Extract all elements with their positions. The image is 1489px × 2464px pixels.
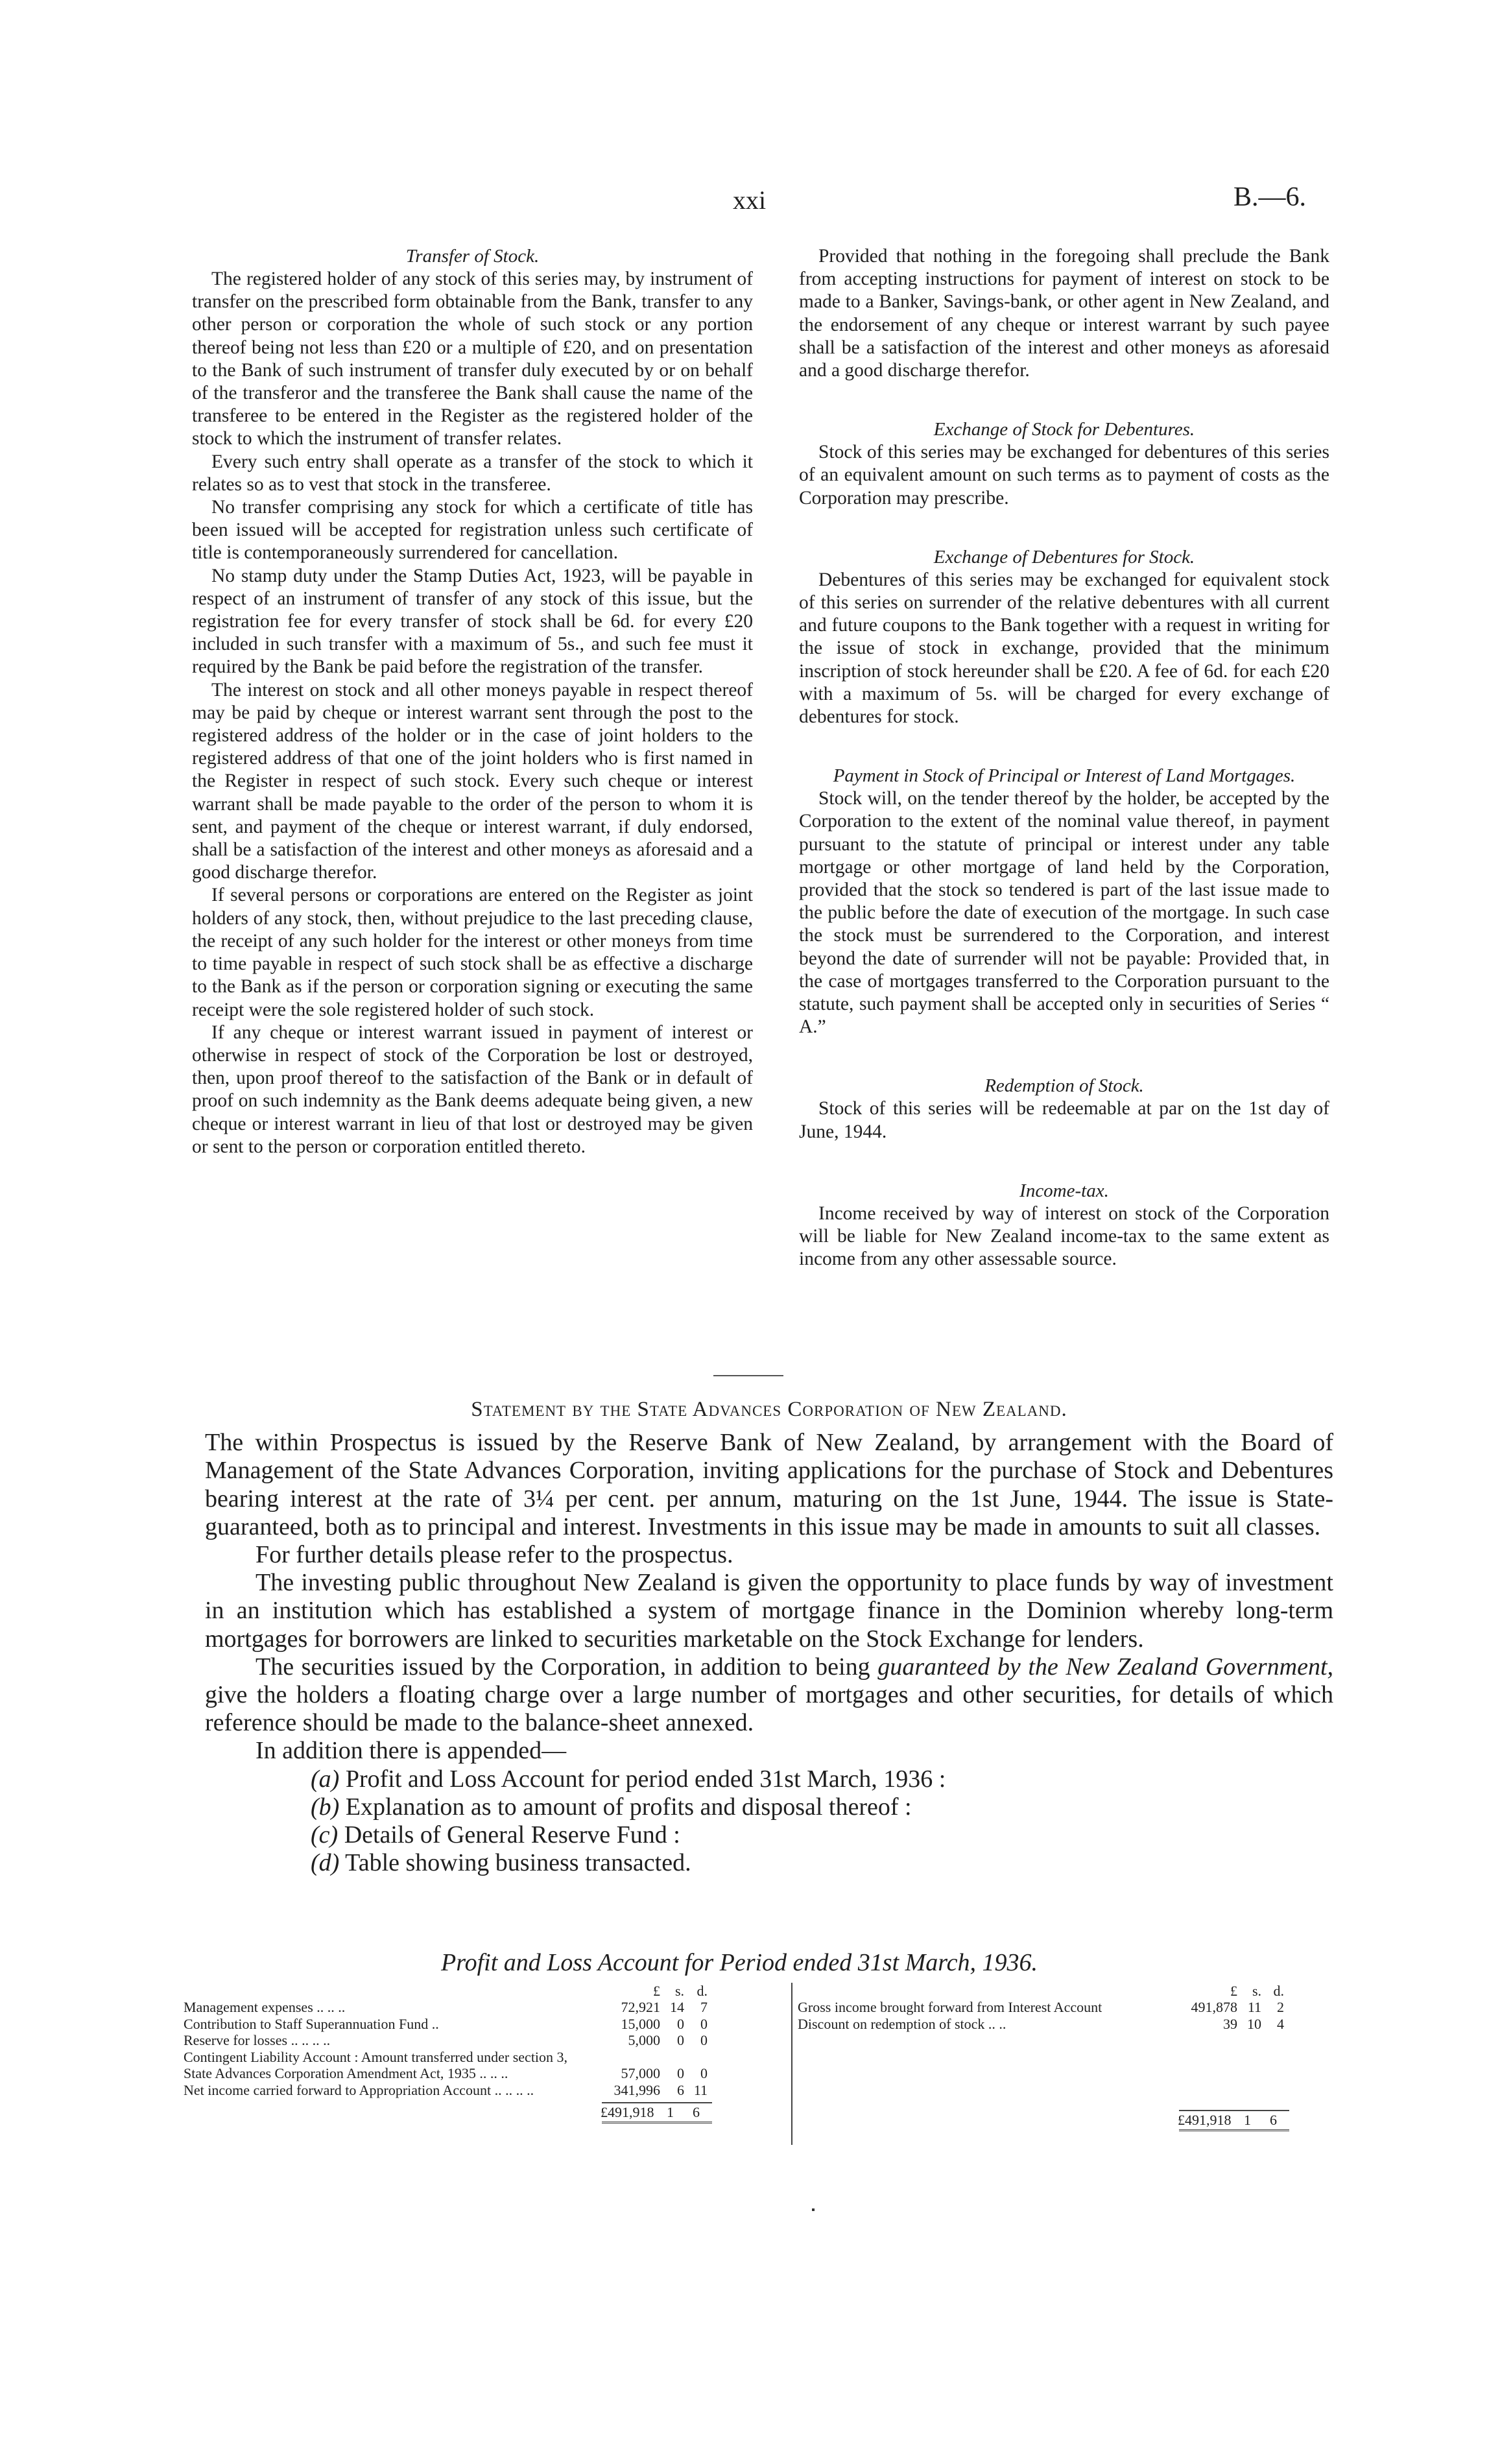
pounds-header: £ xyxy=(1230,1983,1237,1999)
item-label: (b) xyxy=(311,1793,340,1821)
section-divider xyxy=(713,1375,783,1376)
ledger-shillings: 10 xyxy=(1247,2015,1261,2032)
ledger-row xyxy=(184,2032,774,2049)
statement-paragraph: The investing public throughout New Zealand is given the opportunity to place funds by way of investment in an institution which has established a system of mortgage finance in the Dominion whereby long-term mortgages for borrowers are linked to securities marketable on the Stock Exchange for lenders. xyxy=(205,1569,1333,1653)
emphasis-text: guaranteed by the New Zealand Government, xyxy=(877,1653,1334,1681)
statement-paragraph xyxy=(205,1653,1333,1738)
ledger-desc: Contribution to Staff Superannuation Fund .. xyxy=(184,2015,439,2032)
section-heading: Transfer of Stock. xyxy=(405,246,540,267)
ledger-row xyxy=(184,2049,774,2082)
appended-intro: In addition there is appended— xyxy=(256,1737,567,1765)
total-row xyxy=(184,2098,774,2124)
page-number: xxi xyxy=(733,185,767,215)
ledger-row xyxy=(798,2016,1342,2033)
shillings-header: s. xyxy=(674,1983,684,1999)
paragraph: The registered holder of any stock of this series may, by instrument of transfer on the prescribed form obtainable from the Bank, transfer to any other person or corporation the whole of such stock or any portion thereof being not less than £20 or a multiple of £20, and on presentation to the Bank of such instrument of transfer duly executed by or on behalf of the transferor and the transferee the Bank shall cause the name of the transferee to be entered in the Register as the registered holder of the stock to which the instrument of transfer relates. xyxy=(192,269,753,449)
total-shillings: 1 xyxy=(1244,2112,1251,2128)
statement-paragraph: The within Prospectus is issued by the Reserve Bank of New Zealand, by arrangement with the Board of Management of the State Advances Corporation, inviting applications for the purchase of Stock and Debentures bearing interest at the rate of 3¼ per cent. per annum, maturing on the 1st June, 1944. The issue is State-guaranteed, both as to principal and interest. Investments in this issue may be made in amounts to suit all classes. xyxy=(205,1429,1333,1540)
ledger-shillings: 0 xyxy=(677,2032,684,2048)
item-text: Table showing business transacted. xyxy=(345,1849,691,1877)
list-item xyxy=(311,1793,1333,1821)
paragraph: Provided that nothing in the foregoing shall preclude the Bank from accepting instructions for payment of interest on stock to be made to a Banker, Savings-bank, or other agent in New Zealand, and the endorsement of any cheque or interest warrant by such payee shall be a satisfaction of the interest and other moneys as aforesaid and a good discharge therefor. xyxy=(799,246,1329,381)
credit-side xyxy=(791,1983,1342,2145)
total-pounds: £491,918 xyxy=(601,2104,654,2120)
paragraph: No transfer comprising any stock for which a certificate of title has been issued will be accepted for registration unless such certificate of title is contemporaneously surrendered for cancellation. xyxy=(192,497,753,564)
ledger-pence: 11 xyxy=(693,2081,708,2098)
total-shillings: 1 xyxy=(667,2104,674,2120)
list-item xyxy=(311,1821,1333,1849)
item-text: Details of General Reserve Fund : xyxy=(344,1821,680,1849)
section-heading: Exchange of Stock for Debentures. xyxy=(933,419,1195,440)
paragraph: If any cheque or interest warrant issued in payment of interest or otherwise in respect of stock of the Corporation be lost or destroyed, then, upon proof thereof to the satisfaction of the Bank or in default of proof on such indemnity as the Bank deems adequate being given, a new cheque or interest warrant in lieu of that lost or destroyed may be given or sent to the person or corporation entitled thereto. xyxy=(192,1022,753,1157)
currency-header xyxy=(798,1983,1342,1999)
paragraph-text: give the holders a floating charge over a large number of mortgages and other securities, for details of which reference should be made to the balance-sheet annexed. xyxy=(205,1681,1333,1737)
ledger-pounds: 72,921 xyxy=(621,1999,660,2015)
total-pounds: £491,918 xyxy=(1178,2112,1232,2128)
list-item xyxy=(311,1765,1333,1793)
ledger-pounds: 491,878 xyxy=(1191,1999,1237,2015)
ledger-desc: Reserve for losses .. .. .. .. xyxy=(184,2032,331,2048)
ledger-pounds: 39 xyxy=(1223,2015,1237,2032)
shillings-header: s. xyxy=(1252,1983,1261,1999)
ledger-row xyxy=(184,1999,774,2016)
ledger-pence: 2 xyxy=(1277,1999,1284,2015)
pence-header: d. xyxy=(1273,1983,1284,1999)
statement-title: Statement by the State Advances Corporation of New Zealand. xyxy=(471,1398,1067,1421)
total-pence: 6 xyxy=(1270,2112,1277,2128)
section-heading: Exchange of Debentures for Stock. xyxy=(933,546,1195,568)
ledger-desc: Discount on redemption of stock .. .. xyxy=(798,2015,1007,2032)
paragraph: Debentures of this series may be exchanged for equivalent stock of this series on surrender of the relative debentures with all current and future coupons to the Bank together with a request in writing for the issue of stock in exchange, provided that the minimum inscription of stock hereunder shall be £20. A fee of 6d. for each £20 with a maximum of 5s. will be charged for every exchange of debentures for stock. xyxy=(799,569,1329,728)
profit-loss-title: Profit and Loss Account for Period ended 31st March, 1936. xyxy=(441,1949,1038,1976)
section-heading: Redemption of Stock. xyxy=(984,1075,1144,1097)
section-heading: Payment in Stock of Principal or Interest of Land Mortgages. xyxy=(833,765,1296,787)
ledger-desc: Contingent Liability Account : Amount transferred under section 3, State Advances Corporation Amendment Act, 1935 .. .. .. xyxy=(184,2048,568,2081)
paragraph: No stamp duty under the Stamp Duties Act, 1923, will be payable in respect of an instrument of transfer of any stock of this issue, but the registration fee for every transfer of stock shall be 6d. for every £20 included in such transfer with a maximum of 5s., and such fee must it required by the Bank be paid before the registration of the transfer. xyxy=(192,565,753,678)
item-label: (c) xyxy=(311,1821,339,1849)
ledger-pence: 0 xyxy=(700,2032,708,2048)
item-label: (a) xyxy=(311,1765,340,1793)
ledger-pounds: 341,996 xyxy=(613,2081,660,2098)
statement-paragraph: For further details please refer to the prospectus. xyxy=(256,1541,733,1569)
right-column xyxy=(799,245,1329,1271)
ledger-pounds: 57,000 xyxy=(621,2065,660,2081)
ledger-pounds: 5,000 xyxy=(628,2032,660,2048)
print-mark xyxy=(812,2208,815,2211)
item-label: (d) xyxy=(311,1849,340,1877)
paragraph: Stock of this series may be exchanged for debentures of this series of an equivalent amount on such terms as to payment of costs as the Corporation may prescribe. xyxy=(799,442,1329,508)
document-reference: B.—6. xyxy=(1233,182,1307,212)
paragraph: If several persons or corporations are entered on the Register as joint holders of any stock, then, without prejudice to the last preceding clause, the receipt of any such holder for the interest or other moneys from time to time payable in respect of such stock shall be as effective a discharge to the Bank as if the person or corporation signing or executing the same receipt were the sole registered holder of such stock. xyxy=(192,885,753,1020)
paragraph-text: The securities issued by the Corporation, in addition to being xyxy=(256,1653,870,1681)
left-column xyxy=(192,245,753,1158)
ledger-pence: 7 xyxy=(700,1999,708,2015)
ledger-desc: Management expenses .. .. .. xyxy=(184,1999,346,2015)
list-item xyxy=(311,1849,1333,1877)
ledger-row xyxy=(184,2016,774,2033)
pounds-header: £ xyxy=(653,1983,660,1999)
paragraph: Stock of this series will be redeemable at par on the 1st day of June, 1944. xyxy=(799,1098,1329,1142)
item-text: Profit and Loss Account for period ended 31st March, 1936 : xyxy=(345,1765,946,1793)
ledger-row xyxy=(184,2082,774,2099)
appended-list xyxy=(205,1765,1333,1878)
paragraph: The interest on stock and all other moneys payable in respect thereof may be paid by cheque or interest warrant sent through the post to the registered address of the holder or in the case of joint holders to the registered address of that one of the joint holders who is first named in the Register in respect of such stock. Every such cheque or interest warrant shall be made payable to the order of the person to whom it is sent, and payment of the cheque or interest warrant, if duly endorsed, shall be a satisfaction of the interest and other moneys as aforesaid and a good discharge therefor. xyxy=(192,679,753,883)
paragraph: Every such entry shall operate as a transfer of the stock to which it relates so as to vest that stock in the transferee. xyxy=(192,451,753,495)
debit-total xyxy=(602,2102,712,2123)
section-heading: Income-tax. xyxy=(1019,1180,1109,1201)
paragraph: Stock will, on the tender thereof by the holder, be accepted by the Corporation to the extent of the nominal value thereof, in payment pursuant to the statute of principal or interest under any table mortgage or other mortgage of land held by the Corporation, provided that the stock so tendered is part of the last issue made to the public before the date of execution of the mortgage. In such case the stock must be surrendered to the Corporation, and interest beyond the date of surrender will not be payable: Provided that, in the case of mortgages transferred to the Corporation pursuant to the statute, such payment shall be accepted only in securities of Series “ A.” xyxy=(799,788,1329,1038)
item-text: Explanation as to amount of profits and disposal thereof : xyxy=(345,1793,912,1821)
ledger-shillings: 0 xyxy=(677,2065,684,2081)
ledger-pence: 0 xyxy=(700,2015,708,2032)
debit-side xyxy=(184,1983,774,2124)
ledger-shillings: 0 xyxy=(677,2015,684,2032)
ledger-desc: Net income carried forward to Appropriation Account .. .. .. .. xyxy=(184,2081,534,2098)
pence-header: d. xyxy=(697,1983,708,1999)
currency-header xyxy=(184,1983,774,1999)
statement-section xyxy=(205,1396,1333,1877)
paragraph: Income received by way of interest on stock of the Corporation will be liable for New Zealand income-tax to the same extent as income from any other assessable source. xyxy=(799,1202,1329,1270)
ledger-shillings: 11 xyxy=(1247,1999,1261,2015)
ledger-row xyxy=(798,1999,1342,2016)
total-pence: 6 xyxy=(693,2104,700,2120)
ledger-desc: Gross income brought forward from Interest Account xyxy=(798,1999,1102,2015)
credit-total xyxy=(1179,2110,1289,2131)
ledger-pounds: 15,000 xyxy=(621,2015,660,2032)
ledger-pence: 0 xyxy=(700,2065,708,2081)
ledger-pence: 4 xyxy=(1277,2015,1284,2032)
ledger-shillings: 6 xyxy=(677,2081,684,2098)
ledger-shillings: 14 xyxy=(670,1999,684,2015)
